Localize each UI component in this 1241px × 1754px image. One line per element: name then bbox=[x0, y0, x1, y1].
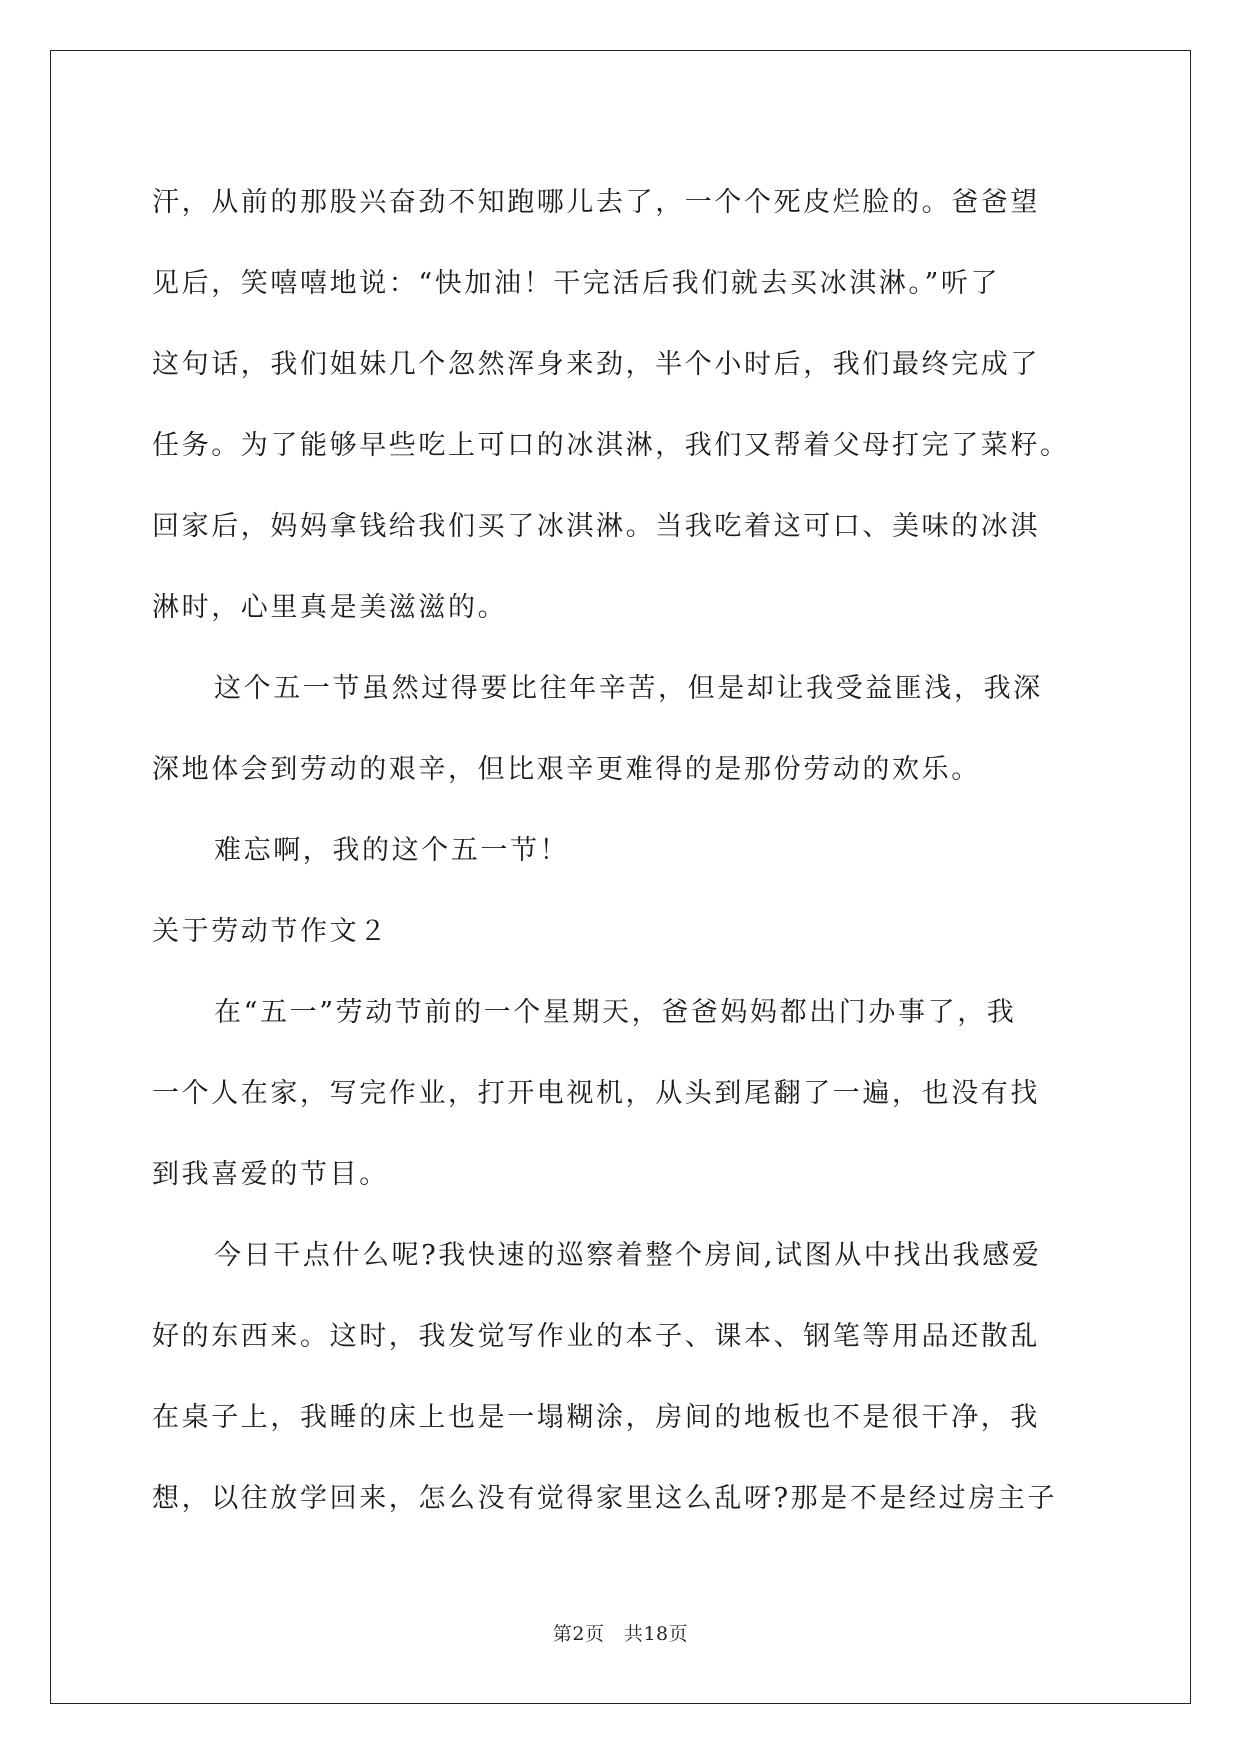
section-heading: 关于劳动节作文２ bbox=[152, 916, 389, 947]
paragraph-line: 这个五一节虽然过得要比往年辛苦，但是却让我受益匪浅，我深 bbox=[214, 673, 1043, 704]
paragraph-line: 好的东西来。这时，我发觉写作业的本子、课本、钢笔等用品还散乱 bbox=[152, 1321, 1040, 1352]
paragraph-line: 一个人在家，写完作业，打开电视机，从头到尾翻了一遍，也没有找 bbox=[152, 1078, 1040, 1109]
paragraph-line: 今日干点什么呢?我快速的巡察着整个房间,试图从中找出我感爱 bbox=[214, 1240, 1042, 1271]
paragraph-line: 回家后，妈妈拿钱给我们买了冰淇淋。当我吃着这可口、美味的冰淇 bbox=[152, 511, 1040, 542]
paragraph-line: 到我喜爱的节目。 bbox=[152, 1159, 389, 1190]
paragraph-line: 这句话，我们姐妹几个忽然浑身来劲，半个小时后，我们最终完成了 bbox=[152, 349, 1040, 380]
paragraph-line: 在桌子上，我睡的床上也是一塌糊涂，房间的地板也不是很干净，我 bbox=[152, 1402, 1040, 1433]
paragraph-line: 任务。为了能够早些吃上可口的冰淇淋，我们又帮着父母打完了菜籽。 bbox=[152, 430, 1070, 461]
page-number-footer: 第2页 共18页 bbox=[552, 1623, 689, 1645]
paragraph-line: 见后，笑嘻嘻地说：“快加油！干完活后我们就去买冰淇淋。”听了 bbox=[152, 268, 1001, 299]
paragraph-line: 在“五一”劳动节前的一个星期天，爸爸妈妈都出门办事了，我 bbox=[214, 997, 1017, 1028]
document-body bbox=[152, 162, 1096, 1539]
paragraph-line: 淋时，心里真是美滋滋的。 bbox=[152, 592, 508, 623]
paragraph-line: 难忘啊，我的这个五一节！ bbox=[214, 835, 570, 866]
paragraph-line: 汗，从前的那股兴奋劲不知跑哪儿去了，一个个死皮烂脸的。爸爸望 bbox=[152, 187, 1040, 218]
paragraph-line: 想，以往放学回来，怎么没有觉得家里这么乱呀?那是不是经过房主子 bbox=[152, 1483, 1058, 1514]
paragraph-line: 深地体会到劳动的艰辛，但比艰辛更难得的是那份劳动的欢乐。 bbox=[152, 754, 981, 785]
